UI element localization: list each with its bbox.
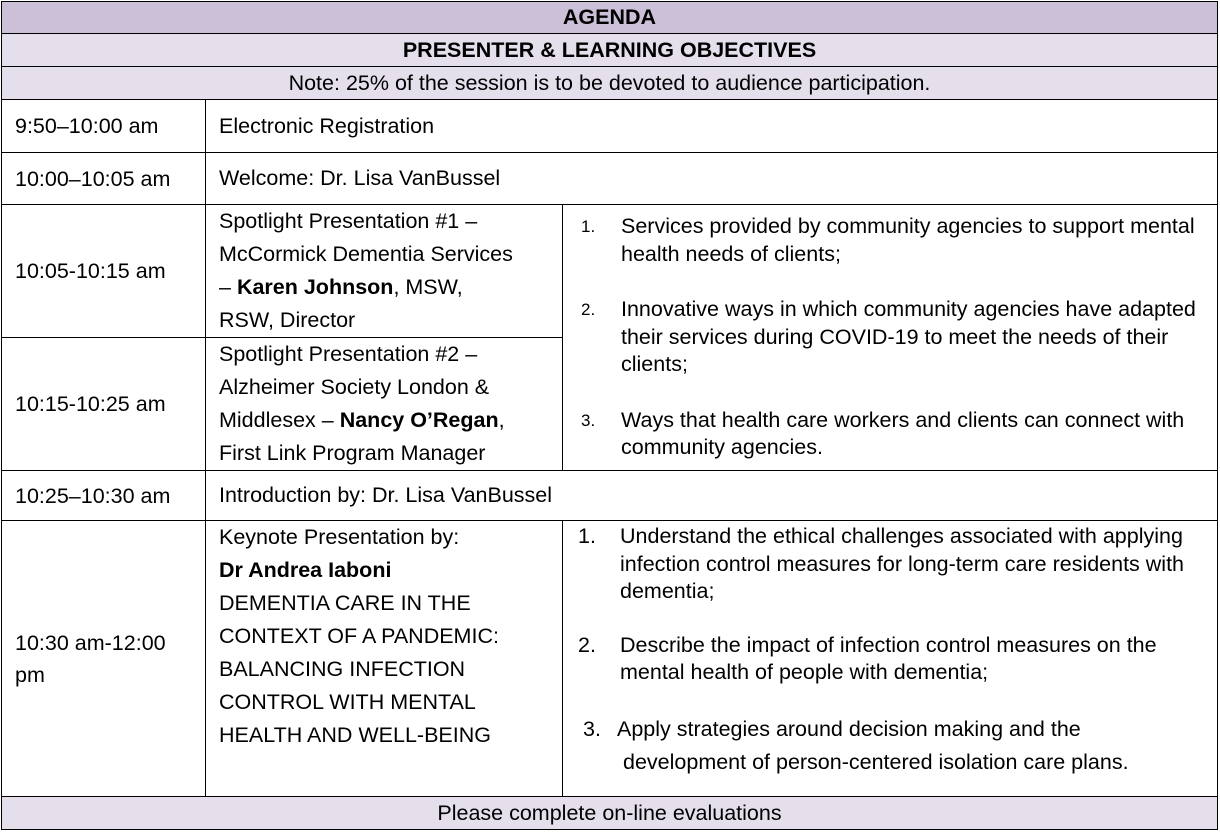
presenter-name: Nancy O’Regan	[339, 408, 499, 432]
objectives-list	[563, 523, 1217, 779]
description-line: RSW, Director	[219, 308, 356, 332]
description-text: ,	[498, 408, 505, 432]
objective-text: Describe the impact of infection control measures on the mental health of people with dementia;	[620, 632, 1157, 684]
description-cell: Welcome: Dr. Lisa VanBussel	[206, 153, 1218, 205]
list-item	[563, 213, 1217, 268]
description-line: CONTEXT OF A PANDEMIC:	[219, 624, 499, 648]
presenter-name: Dr Andrea Iaboni	[219, 558, 392, 582]
list-number: 1.	[578, 524, 596, 548]
list-number: 3.	[581, 410, 596, 430]
agenda-title-row	[2, 2, 1218, 34]
footer-row	[2, 797, 1218, 830]
description-line: Alzheimer Society London &	[219, 375, 490, 399]
description-line	[219, 271, 554, 304]
objective-text: Ways that health care workers and clients can connect with community agencies.	[621, 407, 1185, 460]
description-line	[219, 404, 554, 437]
table-row	[2, 153, 1218, 205]
time-cell: 10:25–10:30 am	[2, 471, 206, 521]
participation-note: Note: 25% of the session is to be devoted to audience participation.	[2, 67, 1218, 100]
objective-text: Understand the ethical challenges associated with applying infection control measures for long-term care residents with dementia;	[620, 524, 1185, 603]
description-line: First Link Program Manager	[219, 441, 486, 465]
objective-line: Apply strategies around decision making and the	[617, 716, 1081, 741]
list-item	[563, 407, 1217, 462]
objective-text: Services provided by community agencies to support mental health needs of clients;	[621, 214, 1195, 266]
description-cell: Introduction by: Dr. Lisa VanBussel	[206, 471, 1218, 521]
list-item	[563, 713, 1217, 779]
description-line: Spotlight Presentation #1 –	[219, 209, 478, 233]
description-text: Middlesex –	[219, 408, 340, 432]
objectives-cell	[563, 521, 1218, 797]
time-cell: 10:00–10:05 am	[2, 153, 206, 205]
description-line: Spotlight Presentation #2 –	[219, 342, 478, 366]
time-cell: 10:05-10:15 am	[2, 205, 206, 338]
description-cell	[206, 338, 563, 471]
objective-text: Innovative ways in which community agencies have adapted their services during COVID-19 to meet the needs of their clients;	[621, 297, 1196, 377]
list-number: 2.	[581, 300, 596, 320]
time-cell: 9:50–10:00 am	[2, 100, 206, 153]
description-cell	[206, 521, 563, 797]
table-row	[2, 471, 1218, 521]
description-line: CONTROL WITH MENTAL	[219, 690, 476, 714]
list-number: 1.	[581, 217, 596, 237]
description-line: Keynote Presentation by:	[219, 525, 460, 549]
description-cell	[206, 205, 563, 338]
presenter-objectives-row	[2, 34, 1218, 67]
description-text: –	[219, 275, 237, 299]
list-item	[563, 632, 1217, 687]
time-cell: 10:30 am-12:00 pm	[2, 521, 206, 797]
list-item	[563, 523, 1217, 606]
objectives-list	[563, 213, 1217, 462]
time-cell: 10:15-10:25 am	[2, 338, 206, 471]
list-number: 2.	[578, 632, 596, 657]
description-line: McCormick Dementia Services	[219, 242, 513, 266]
table-row	[2, 521, 1218, 797]
table-row	[2, 205, 1218, 338]
objectives-cell	[563, 205, 1218, 471]
description-cell: Electronic Registration	[206, 100, 1218, 153]
table-row	[2, 100, 1218, 153]
description-line: BALANCING INFECTION	[219, 657, 466, 681]
presenter-objectives-heading: PRESENTER & LEARNING OBJECTIVES	[2, 34, 1218, 67]
agenda-table	[1, 1, 1218, 830]
note-row	[2, 67, 1218, 100]
description-line: HEALTH AND WELL-BEING	[219, 723, 491, 747]
agenda-title: AGENDA	[2, 2, 1218, 34]
evaluation-reminder: Please complete on-line evaluations	[2, 797, 1218, 830]
list-number: 3.	[583, 716, 601, 741]
presenter-name: Karen Johnson	[236, 275, 394, 299]
description-text: , MSW,	[393, 275, 463, 299]
objective-text	[617, 713, 1217, 779]
objective-line: development of person-centered isolation care plans.	[623, 749, 1129, 774]
list-item	[563, 296, 1217, 379]
description-line: DEMENTIA CARE IN THE	[219, 591, 471, 615]
